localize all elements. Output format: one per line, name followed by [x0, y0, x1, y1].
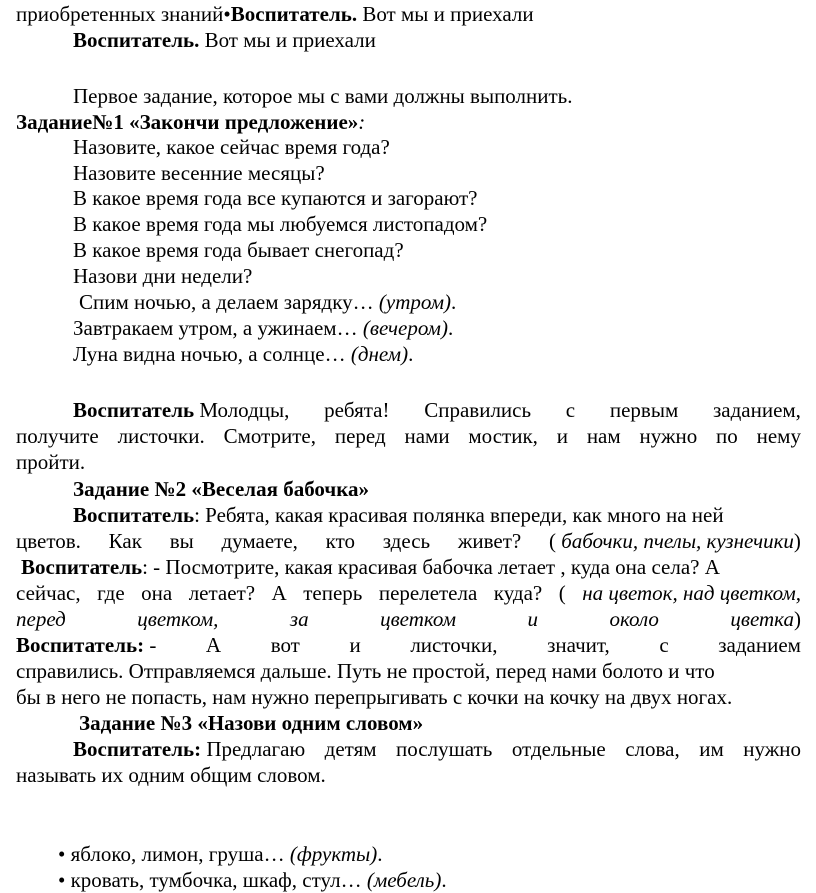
bullet-icon: • [58, 868, 66, 892]
task3-title: Задание №3 «Назови одним словом» [79, 711, 424, 735]
bullet-icon: • [223, 2, 231, 26]
paragraph-2-line-2: цветов. Как вы думаете, кто здесь живет? ( бабочки, пчелы, кузнечики) [16, 529, 801, 553]
sentence-2: Завтракаем утром, а ужинаем… (вечером). [73, 316, 454, 340]
list-item: • яблоко, лимон, груша… (фрукты). [58, 842, 383, 866]
paragraph-1-line-1: Воспитатель Молодцы, ребята! Справились с первым заданием, [73, 398, 801, 422]
paragraph-3-line-3: перед цветком, за цветком и около цветка) [16, 607, 801, 631]
task1-title: Задание№1 «Закончи предложение»: [16, 110, 366, 134]
teacher-line: Воспитатель. Вот мы и приехали [73, 28, 376, 52]
intro-text: Первое задание, которое мы с вами должны выполнить. [73, 84, 573, 108]
question-2: Назовите весенние месяцы? [73, 161, 325, 185]
line-prev-paragraph: приобретенных знаний•Воспитатель. Вот мы и приехали [16, 2, 534, 26]
question-4: В какое время года мы любуемся листопадом? [73, 212, 488, 236]
paragraph-3-line-1: Воспитатель: - Посмотрите, какая красивая бабочка летает , куда она села? А [21, 555, 720, 579]
paragraph-4-line-3: бы в него не попасть, нам нужно перепрыгивать с кочки на кочку на двух ногах. [16, 685, 733, 709]
bullet-icon: • [58, 842, 66, 866]
paragraph-5-line-1: Воспитатель: Предлагаю детям послушать отдельные слова, им нужно [73, 737, 801, 761]
question-6: Назови дни недели? [73, 264, 253, 288]
paragraph-1-line-3: пройти. [16, 450, 86, 474]
paragraph-3-line-2: сейчас, где она летает? А теперь перелетела куда? ( на цветок, над цветком, [16, 581, 801, 605]
paragraph-4-line-2: справились. Отправляемся дальше. Путь не простой, перед нами болото и что [16, 659, 715, 683]
paragraph-2-line-1: Воспитатель: Ребята, какая красивая полянка впереди, как много на ней [73, 503, 724, 527]
paragraph-4-line-1: Воспитатель: - А вот и листочки, значит, с заданием [16, 633, 801, 657]
paragraph-1-line-2: получите листочки. Смотрите, перед нами мостик, и нам нужно по нему [16, 424, 801, 448]
question-5: В какое время года бывает снегопад? [73, 238, 404, 262]
task2-title: Задание №2 «Веселая бабочка» [73, 477, 370, 501]
question-1: Назовите, какое сейчас время года? [73, 135, 390, 159]
sentence-1: Спим ночью, а делаем зарядку… (утром). [79, 290, 457, 314]
paragraph-5-line-2: называть их одним общим словом. [16, 763, 326, 787]
list-item: • кровать, тумбочка, шкаф, стул… (мебель). [58, 868, 447, 892]
question-3: В какое время года все купаются и загорают? [73, 186, 478, 210]
sentence-3: Луна видна ночью, а солнце… (днем). [73, 342, 414, 366]
